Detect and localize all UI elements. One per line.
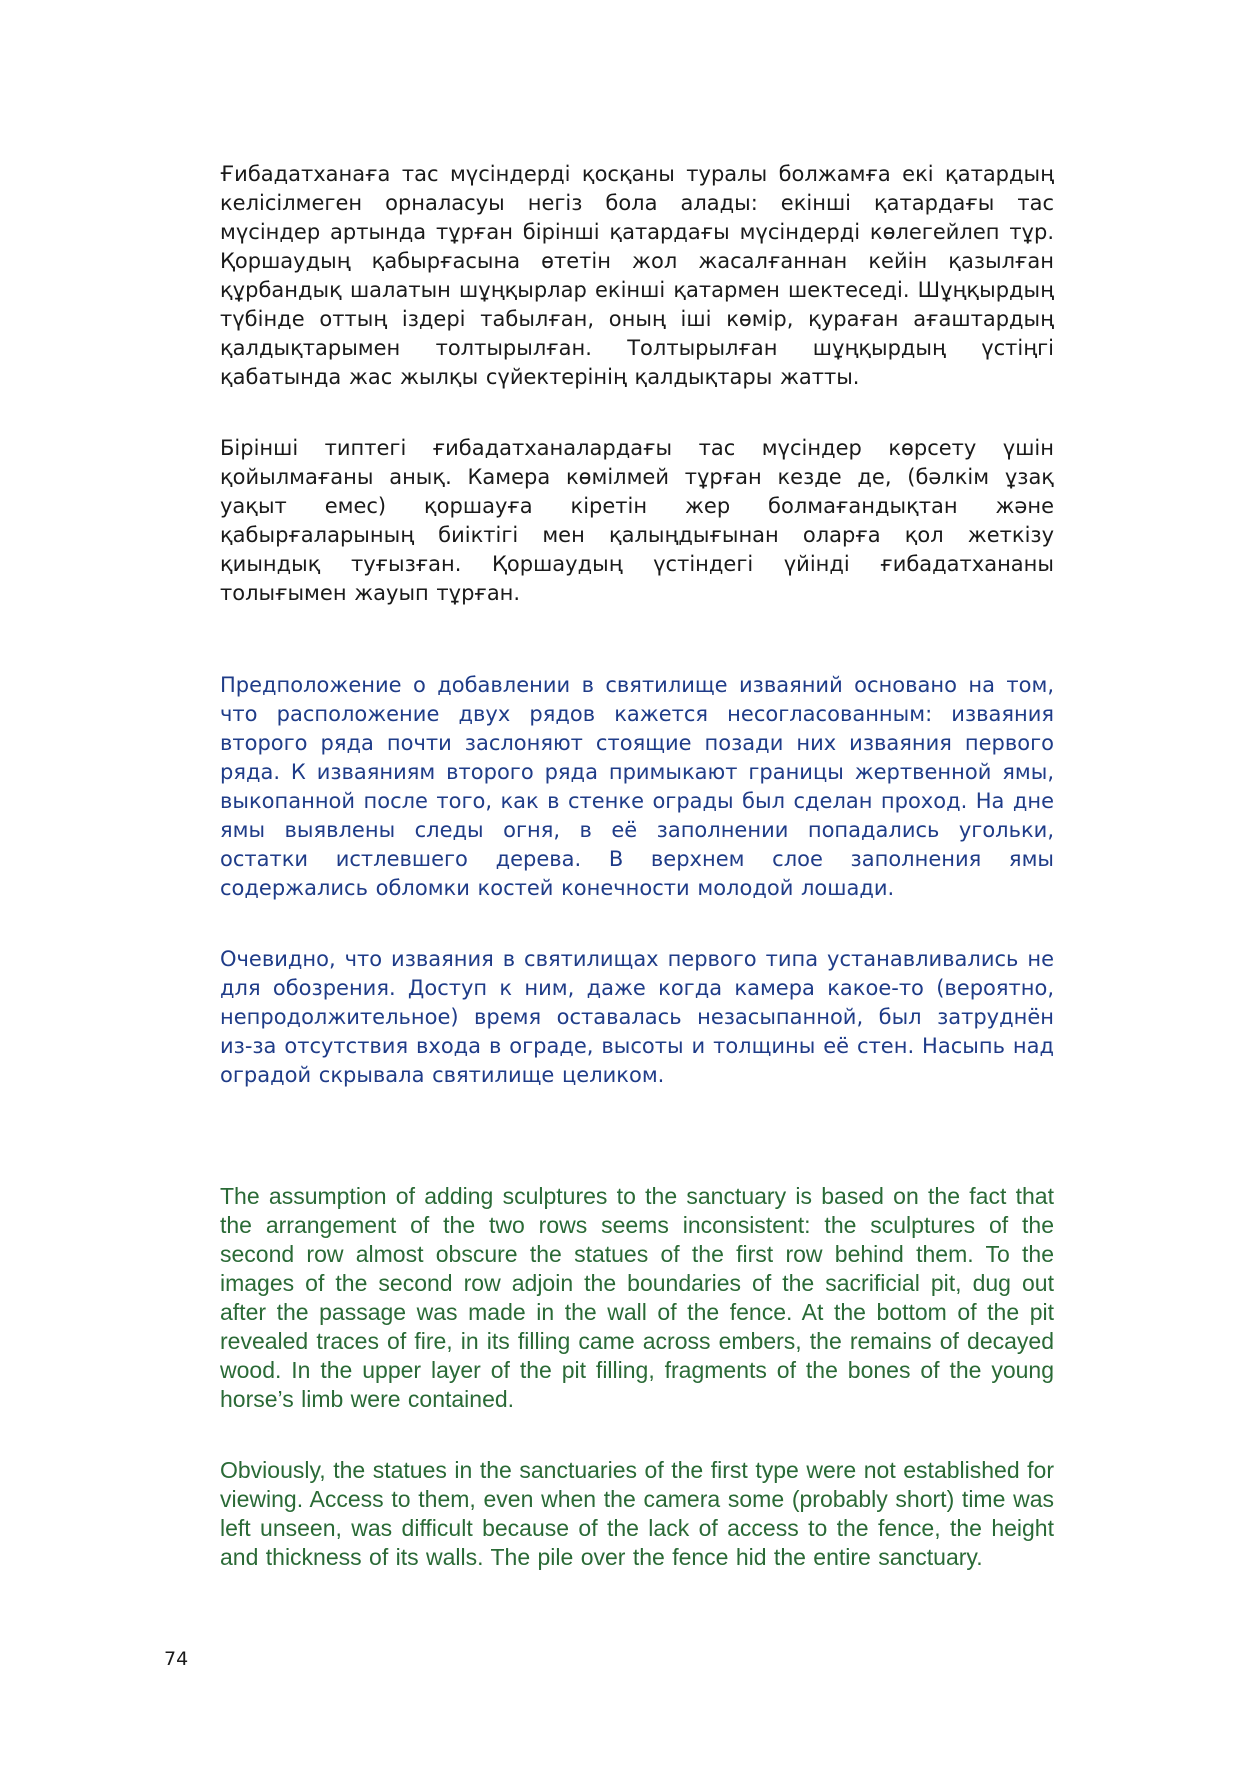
- english-paragraph-1: The assumption of adding sculptures to the sanctuary is based on the fact that the arrangement of the two rows seems inconsistent: the sculptures of the second row almost obscure the statues of the first row behind them. To the images of the second row adjoin the boundaries of the sacrificial pit, dug out after the passage was made in the wall of the fence. At the bottom of the pit revealed traces of fire, in its filling came across embers, the remains of decayed wood. In the upper layer of the pit filling, fragments of the bones of the young horse’s limb were contained.: [220, 1183, 1054, 1412]
- kazakh-section: [220, 160, 1054, 608]
- kazakh-paragraph-2: Бірінші типтегі ғибадатханалардағы тас мүсіндер көрсету үшін қойылмағаны анық. Камера көмілмей тұрған кезде де, (бәлкім ұзақ уақыт емес) қоршауға кіретін жер болмағандықтан және қабырғаларының биіктігі мен қалыңдығынан оларға қол жеткізу қиындық туғызған. Қоршаудың үстіндегі үйінді ғибадатхананы толығымен жауып тұрған.: [220, 436, 1054, 605]
- russian-paragraph-1: Предположение о добавлении в святилище изваяний основано на том, что расположение двух рядов кажется несогласованным: изваяния второго ряда почти заслоняют стоящие позади них изваяния первого ряда. К изваяниям второго ряда примыкают границы жертвенной ямы, выкопанной после того, как в стенке ограды был сделан проход. На дне ямы выявлены следы огня, в её заполнении попадались угольки, остатки истлевшего дерева. В верхнем слое заполнения ямы содержались обломки костей конечности молодой лошади.: [220, 673, 1054, 900]
- russian-section: [220, 671, 1054, 1090]
- english-section: [220, 1182, 1054, 1572]
- russian-paragraph-2: Очевидно, что изваяния в святилищах первого типа устанавливались не для обозрения. Доступ к ним, даже когда камера какое-то (вероятно, непродолжительное) время оставалась незасыпанной, был затруднён из-за отсутствия входа в ограде, высоты и толщины её стен. Насыпь над оградой скрывала святилище целиком.: [220, 947, 1054, 1087]
- kazakh-paragraph-1: Ғибадатханаға тас мүсіндерді қосқаны туралы болжамға екі қатардың келісілмеген орналасуы негіз бола алады: екінші қатардағы тас мүсіндер артында тұрған бірінші қатардағы мүсіндерді көлегейлеп тұр. Қоршаудың қабырғасына өтетін жол жасалғаннан кейін қазылған құрбандық шалатын шұңқырлар екінші қатармен шектеседі. Шұңқырдың түбінде оттың іздері табылған, оның іші көмір, қураған ағаштардың қалдықтарымен толтырылған. Толтырылған шұңқырдың үстіңгі қабатында жас жылқы сүйектерінің қалдықтары жатты.: [220, 162, 1054, 389]
- english-paragraph-2: Obviously, the statues in the sanctuaries of the first type were not established for viewing. Access to them, even when the camera some (probably short) time was left unseen, was difficult because of the lack of access to the fence, the height and thickness of its walls. The pile over the fence hid the entire sanctuary.: [220, 1457, 1054, 1570]
- page-number: 74: [164, 1648, 189, 1670]
